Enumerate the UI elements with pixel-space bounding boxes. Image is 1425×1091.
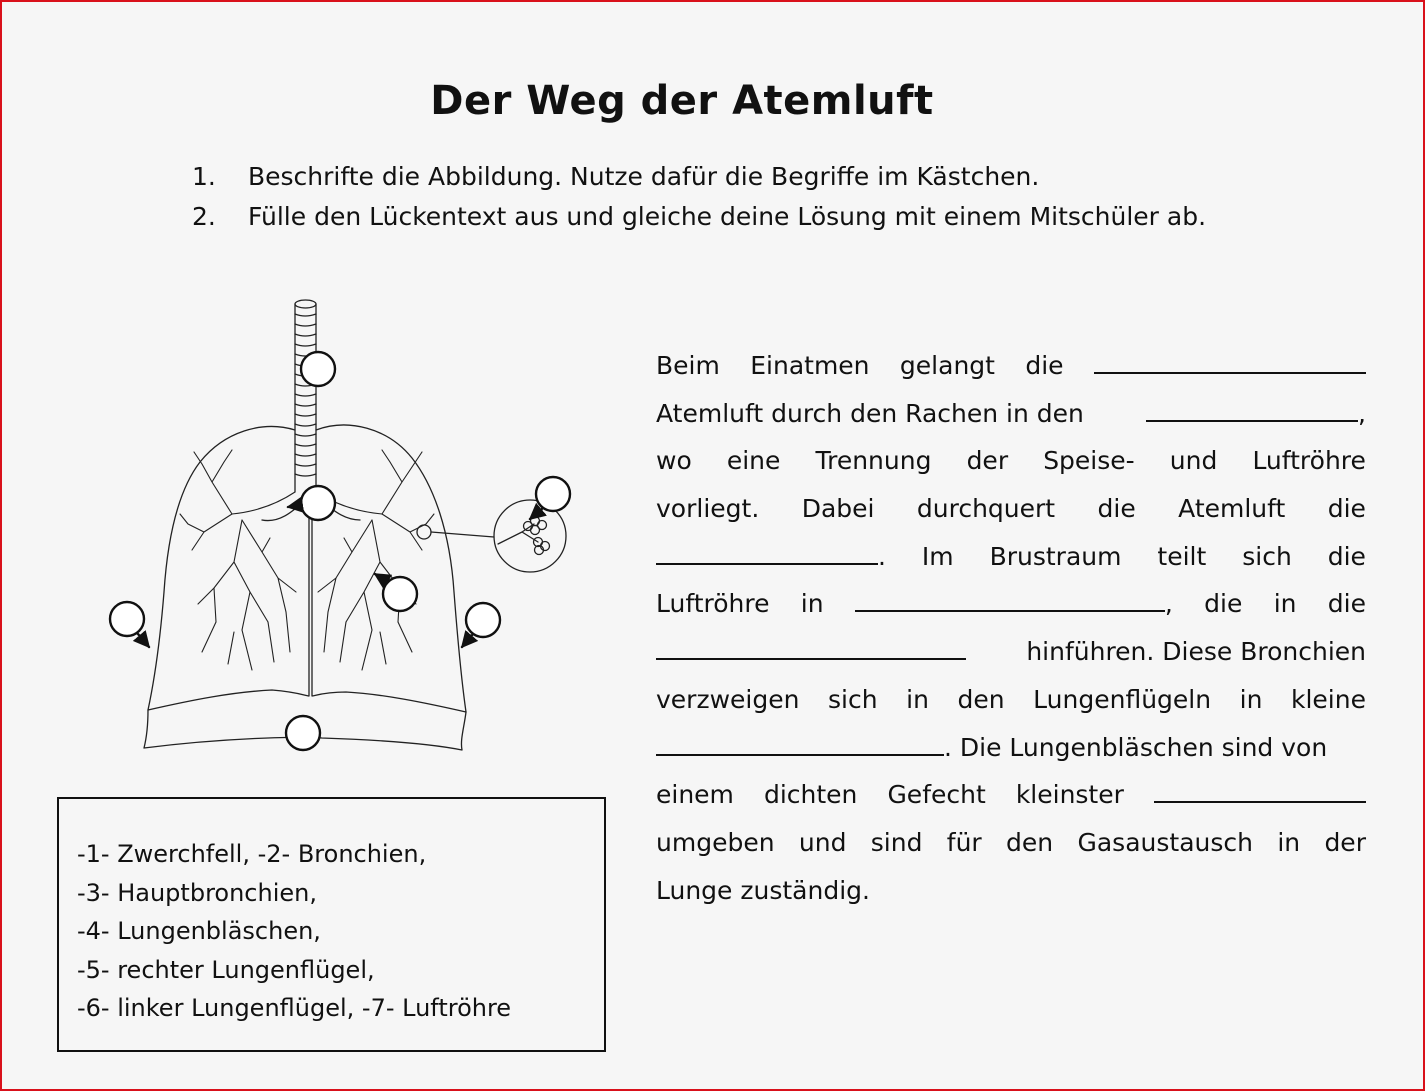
blank-field[interactable] [656,543,878,565]
task-text: Fülle den Lückentext aus und gleiche deine Lösung mit einem Mitschüler ab. [248,202,1207,231]
cloze-line: hinführen. Diese Bronchien [656,628,1366,676]
word-bank-line: -3- Hauptbronchien, [77,878,317,907]
blank-field[interactable] [656,734,944,756]
cloze-line: Lunge zuständig. [656,875,870,905]
blank-field[interactable] [1146,400,1358,422]
task-number: 2. [192,202,216,231]
label-circle [301,352,335,386]
cloze-line: einem dichten Gefecht kleinster [656,771,1366,819]
page-title: Der Weg der Atemluft [430,78,934,124]
blank-field[interactable] [1094,352,1366,374]
task-item [192,157,1206,197]
label-markers [110,352,570,750]
cloze-line: Atemluft durch den Rachen in den , [656,398,1366,428]
blank-field[interactable] [1154,781,1366,803]
word-bank-box [57,797,606,1052]
trachea-illustration [295,300,316,492]
word-bank-line: -6- linker Lungenflügel, -7- Luftröhre [77,994,512,1022]
task-list [192,157,1206,237]
left-lung-illustration [312,425,466,712]
bronchial-tree-illustration [180,450,434,670]
word-bank-line: -1- Zwerchfell, -2- Bronchien, [77,840,427,868]
cloze-line: verzweigen sich in den Lungenflügeln in kleine [656,684,1366,714]
label-circle [110,602,144,636]
label-circle [536,477,570,511]
task-text: Beschrifte die Abbildung. Nutze dafür die Begriffe im Kästchen. [248,162,1040,191]
blank-field[interactable] [656,638,966,660]
cloze-line: . Die Lungenbläschen sind von [656,724,1366,772]
cloze-line: Luftröhre in , die in die [656,589,1366,619]
word-bank-line: -4- Lungenbläschen, [77,917,321,945]
cloze-line: vorliegt. Dabei durchquert die Atemluft die [656,494,1366,524]
task-item [192,197,1206,237]
label-circle [466,603,500,637]
label-circle [286,716,320,750]
cloze-text [656,342,1366,914]
label-circle [301,486,335,520]
blank-field[interactable] [855,590,1165,612]
lung-diagram [102,292,582,762]
word-bank-list [77,835,511,1028]
cloze-line: Beim Einatmen gelangt die [656,342,1366,390]
word-bank-line: -5- rechter Lungenflügel, [77,955,375,984]
cloze-line: wo eine Trennung der Speise- und Luftröhre [656,446,1366,476]
cloze-line: . Im Brustraum teilt sich die [656,533,1366,581]
task-number: 1. [192,162,216,191]
cloze-line: umgeben und sind für den Gasaustausch in der [656,827,1366,857]
